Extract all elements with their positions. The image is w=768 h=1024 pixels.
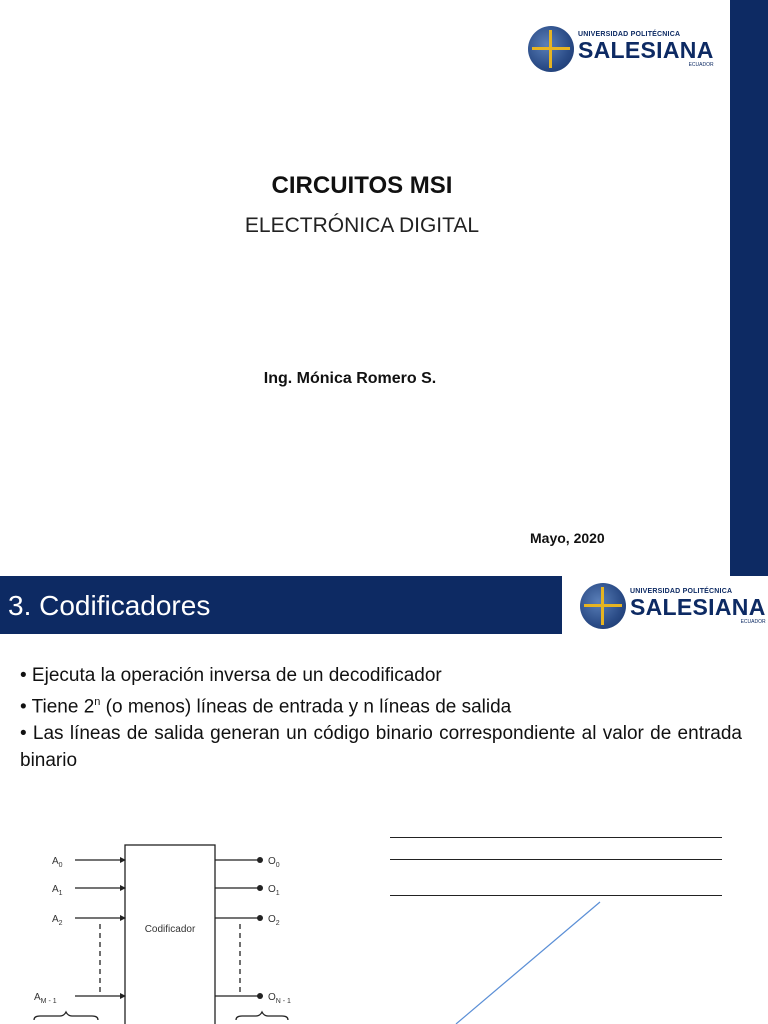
input-label-a1: $A_1$: [52, 884, 63, 897]
output-dot-o2: [257, 915, 263, 921]
output-dot-on: [257, 993, 263, 999]
output-dot-o1: [257, 885, 263, 891]
block-label: Codificador: [144, 924, 196, 935]
output-brace: [236, 1012, 288, 1020]
globe-icon: [528, 26, 574, 72]
logo-line2: SALESIANA: [630, 593, 766, 620]
logo-line3: ECUADOR: [740, 618, 766, 625]
slide-subtitle: ELECTRÓNICA DIGITAL: [244, 214, 480, 237]
annotation-line-2: [390, 859, 722, 860]
output-label-on: $O_{N - 1}$: [268, 992, 291, 1005]
encoder-diagram: [20, 820, 320, 1024]
bullet-item: • Ejecuta la operación inversa de un decodificador: [20, 665, 442, 686]
output-dot-o0: [257, 857, 263, 863]
annotation-line-1: [390, 837, 722, 838]
logo-line2: SALESIANA: [578, 36, 714, 63]
output-label-o1: $O_1$: [268, 884, 280, 897]
annotation-line-3: [390, 895, 722, 896]
slide-title: CIRCUITOS MSI: [271, 172, 453, 199]
diagonal-stroke: [450, 898, 610, 1024]
university-logo-small: [580, 583, 766, 629]
globe-icon: [580, 583, 626, 629]
content-slide: [0, 576, 768, 1024]
input-brace: [34, 1012, 98, 1020]
side-bar: [730, 0, 768, 576]
author-name: Ing. Mónica Romero S.: [263, 370, 437, 387]
bullet-item: • Las líneas de salida generan un código binario correspondiente al valor de entrada binario: [20, 723, 742, 772]
bullet-item: • Tiene 2$^n$ (o menos) líneas de entrada y n líneas de salida: [20, 696, 512, 718]
logo-line1: UNIVERSIDAD POLITÉCNICA: [630, 587, 733, 595]
bullet-list: [20, 662, 742, 774]
input-label-am: $A_{M - 1}$: [34, 992, 57, 1005]
section-header: [0, 576, 562, 634]
presentation-date: Mayo, 2020: [530, 530, 605, 546]
logo-line1: UNIVERSIDAD POLITÉCNICA: [578, 30, 681, 38]
logo-line3: ECUADOR: [688, 61, 714, 68]
output-label-o0: $O_0$: [268, 856, 280, 869]
university-logo: [528, 26, 714, 72]
section-title: 3. Codificadores: [8, 590, 211, 621]
input-label-a2: $A_2$: [52, 914, 63, 927]
output-label-o2: $O_2$: [268, 914, 280, 927]
input-label-a0: $A_0$: [52, 856, 63, 869]
